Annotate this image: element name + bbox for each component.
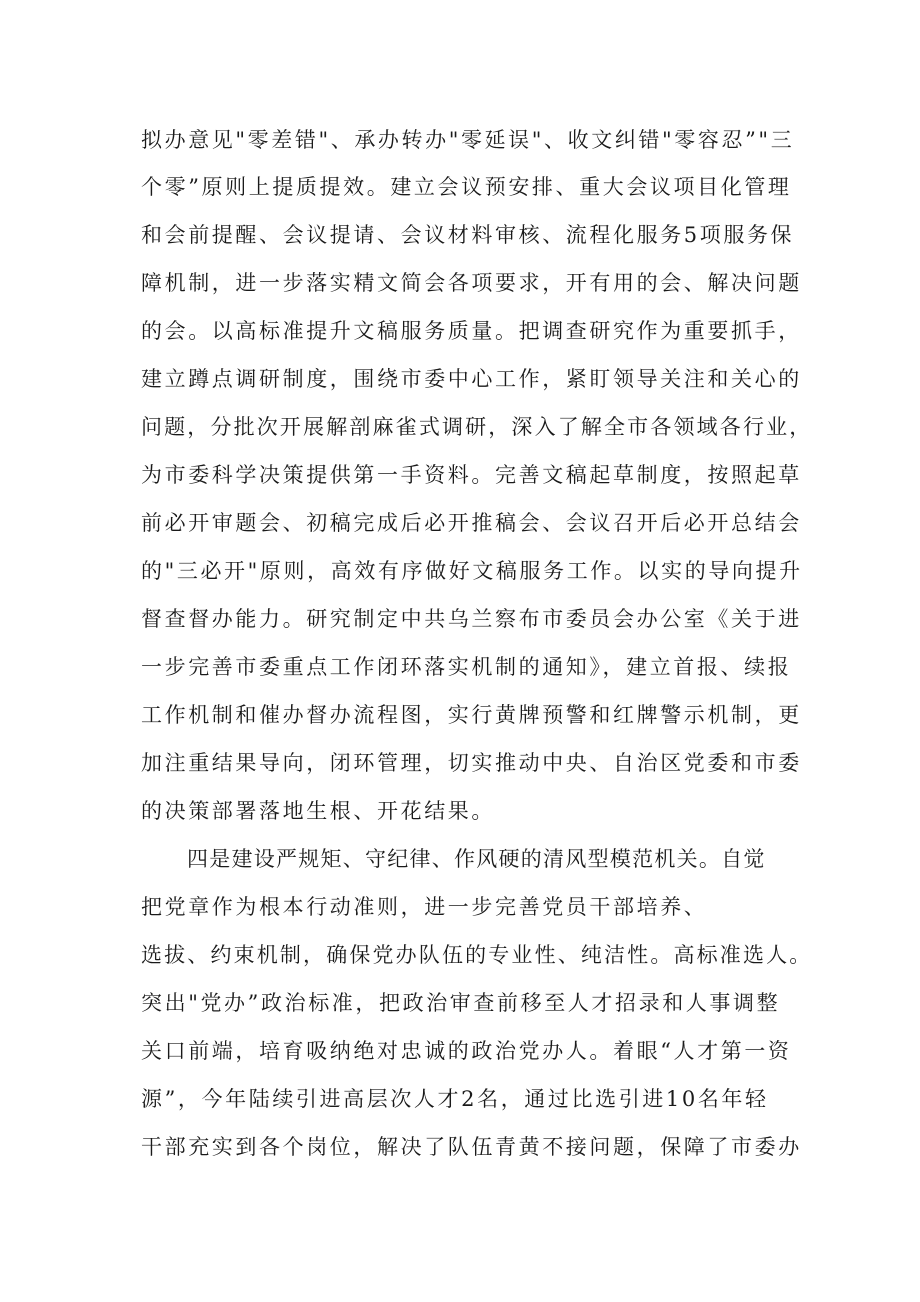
text-line: 督查督办能力。研究制定中共乌兰察布市委员会办公室《关于进 [141,607,802,631]
text-line: 个零”原则上提质提效。建立会议预安排、重大会议项目化管理 [141,175,792,199]
text-line: 干部充实到各个岗位，解决了队伍青黄不接问题，保障了市委办 [141,1135,802,1159]
text-line: 建立蹲点调研制度，围绕市委中心工作，紧盯领导关注和关心的 [141,367,802,391]
text-line: 拟办意见"零差错"、承办转办"零延误"、收文纠错"零容忍”"三 [141,128,795,152]
text-line: 选拔、约束机制，确保党办队伍的专业性、纯洁性。高标准选人。 [141,943,813,967]
text-line: 的决策部署落地生根、开花结果。 [141,799,495,823]
text-line: 的会。以高标准提升文稿服务质量。把调查研究作为重要抓手， [141,319,802,343]
paragraph-first-line: 四是建设严规矩、守纪律、作风硬的清风型模范机关。自觉 [187,847,766,871]
text-line: 障机制，进一步落实精文简会各项要求，开有用的会、解决问题 [141,271,802,295]
text-line: 和会前提醒、会议提请、会议材料审核、流程化服务5项服务保 [141,223,795,247]
text-line: 突出"党办”政治标准，把政治审查前移至人才招录和人事调整 [141,991,781,1015]
text-line: 一步完善市委重点工作闭环落实机制的通知》，建立首报、续报 [141,655,792,679]
text-line: 把党章作为根本行动准则，进一步完善党员干部培养、 [141,895,708,919]
text-line: 问题，分批次开展解剖麻雀式调研，深入了解全市各领域各行业， [141,415,813,439]
text-line: 源”，今年陆续引进高层次人才2名，通过比选引进10名年轻 [141,1087,769,1111]
text-line: 前必开审题会、初稿完成后必开推稿会、会议召开后必开总结会 [141,511,802,535]
text-line: 关口前端，培育吸纳绝对忠诚的政治党办人。着眼“人才第一资 [141,1039,792,1063]
text-line: 为市委科学决策提供第一手资料。完善文稿起草制度，按照起草 [141,463,802,487]
text-line: 加注重结果导向，闭环管理，切实推动中央、自治区党委和市委 [141,751,802,775]
text-line: 的"三必开"原则，高效有序做好文稿服务工作。以实的导向提升 [141,559,803,583]
text-line: 工作机制和催办督办流程图，实行黄牌预警和红牌警示机制，更 [141,703,802,727]
